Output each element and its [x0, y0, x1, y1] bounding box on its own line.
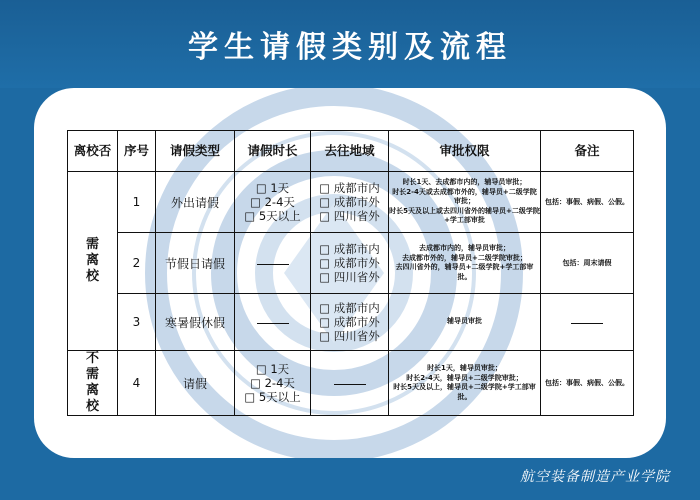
checkbox-option[interactable]: □ 成都市内 [319, 301, 380, 315]
duration-options [235, 172, 311, 233]
checkbox-option[interactable]: □ 2-4天 [250, 376, 295, 390]
checkbox-option[interactable]: □ 四川省外 [319, 329, 380, 343]
header-cell: 备注 [541, 131, 634, 172]
header-cell: 请假类型 [156, 131, 235, 172]
dash-mark [571, 323, 603, 324]
region-none [311, 351, 389, 416]
checkbox-option[interactable]: □ 5天以上 [244, 209, 301, 223]
group-leave-label [68, 172, 118, 351]
institute-name: 航空装备制造产业学院 [520, 469, 670, 485]
dash-mark [334, 384, 366, 385]
row-number: 3 [118, 294, 156, 351]
leave-type: 节假日请假 [156, 233, 235, 294]
leave-type: 外出请假 [156, 172, 235, 233]
checkbox-option[interactable]: □ 四川省外 [319, 270, 380, 284]
region-options [311, 233, 389, 294]
checkbox-option[interactable]: □ 四川省外 [319, 209, 380, 223]
approval-rule: 时长1天、去成都市内的，辅导员审批； 时长2-4天或去成都市外的，辅导员+二级学院审批； 时长5天及以上或去四川省外的辅导员+二级学院+学工部审批 [389, 172, 541, 233]
remark: 包括：事假、病假、公假。 [541, 172, 634, 233]
header-cell: 请假时长 [235, 131, 311, 172]
table-row [68, 172, 634, 233]
leave-table [67, 130, 634, 416]
group-stay-label [68, 351, 118, 416]
table-header-row [68, 131, 634, 172]
leave-type: 寒暑假休假 [156, 294, 235, 351]
table-row [68, 233, 634, 294]
remark-none [541, 294, 634, 351]
header-cell: 去往地域 [311, 131, 389, 172]
checkbox-option[interactable]: □ 成都市内 [319, 242, 380, 256]
region-options [311, 172, 389, 233]
dash-mark [257, 323, 289, 324]
approval-rule: 辅导员审批 [389, 294, 541, 351]
row-number: 2 [118, 233, 156, 294]
duration-none [235, 294, 311, 351]
group-leave-text: 需离校 [85, 237, 99, 284]
region-options [311, 294, 389, 351]
leave-type: 请假 [156, 351, 235, 416]
checkbox-option[interactable]: □ 2-4天 [250, 195, 295, 209]
header-cell: 离校否 [68, 131, 118, 172]
page-title: 学生请假类别及流程 [188, 30, 512, 65]
row-number: 1 [118, 172, 156, 233]
remark: 包括：周末请假 [541, 233, 634, 294]
checkbox-option[interactable]: □ 1天 [255, 181, 290, 195]
header-cell: 审批权限 [389, 131, 541, 172]
group-stay-text: 不需离校 [85, 351, 99, 414]
checkbox-option[interactable]: □ 成都市内 [319, 181, 380, 195]
checkbox-option[interactable]: □ 成都市外 [319, 315, 380, 329]
approval-rule: 去成都市内的，辅导员审批； 去成都市外的，辅导员+二级学院审批； 去四川省外的，辅导员+二级学院+学工部审批。 [389, 233, 541, 294]
checkbox-option[interactable]: □ 5天以上 [244, 390, 301, 404]
duration-none [235, 233, 311, 294]
checkbox-option[interactable]: □ 1天 [255, 362, 290, 376]
remark: 包括：事假、病假、公假。 [541, 351, 634, 416]
row-number: 4 [118, 351, 156, 416]
duration-options [235, 351, 311, 416]
table-row [68, 294, 634, 351]
dash-mark [257, 264, 289, 265]
table-row [68, 351, 634, 416]
header-cell: 序号 [118, 131, 156, 172]
checkbox-option[interactable]: □ 成都市外 [319, 195, 380, 209]
approval-rule: 时长1天，辅导员审批； 时长2-4天，辅导员+二级学院审批； 时长5天及以上，辅导员+二级学院+学工部审批。 [389, 351, 541, 416]
checkbox-option[interactable]: □ 成都市外 [319, 256, 380, 270]
